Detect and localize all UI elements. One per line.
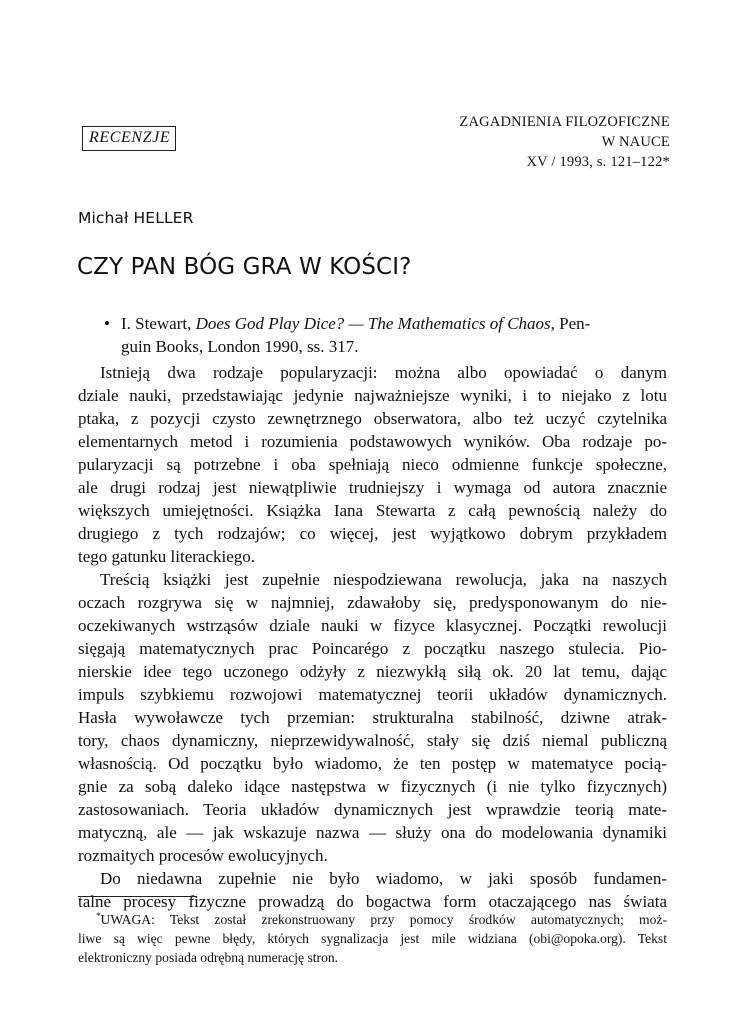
footnote-rule — [78, 896, 196, 897]
text-line: własnością. Od początku było wiadomo, że ten postęp w matematyce pocią- — [78, 754, 667, 773]
text-line: elementarnych metod i rozumienia podstawowych wyników. Oba rodzaje po- — [78, 432, 667, 451]
footnote-line — [78, 907, 667, 929]
text-line: dziale nauki, przedstawiając jedynie najważniejsze wyniki, i to niejako z lotu — [78, 386, 667, 405]
text-line: Hasła wywoławcze tych przemian: strukturalna stabilność, dziwne atrak- — [78, 708, 667, 727]
text-line: impuls szybkiemu rozwojowi matematycznej teorii układów dynamicznych. — [78, 685, 667, 704]
bibliography-entry — [104, 312, 666, 358]
text-line: rozmaitych procesów ewolucyjnych. — [78, 846, 328, 865]
text-line: oczekiwanych wstrząsów dziale nauki w fizyce klasycznej. Początki rewolucji — [78, 616, 667, 635]
footnote-line: liwe są więc pewne błędy, których sygnalizacja jest mile widziana (obi@opoka.org). Tekst — [78, 931, 667, 946]
text-line: tego gatunku literackiego. — [78, 547, 256, 566]
text-line: drugiego z tych rodzajów; co więcej, jest wyjątkowo dobrym przykładem — [78, 524, 667, 543]
text-line: nierskie idee tego uczonego odżyły z niezwykłą siłą ok. 20 lat temu, dając — [78, 662, 667, 681]
footnote-line: elektroniczny posiada odrębną numerację stron. — [78, 950, 339, 965]
text-line: pularyzacji są potrzebne i oba spełniają nieco odmienne funkcje społeczne, — [78, 455, 667, 474]
bib-book-title: Does God Play Dice? — The Mathematics of Chaos — [195, 314, 551, 333]
footnote-text: UWAGA: Tekst został zrekonstruowany przy pomocy środków automatycznych; moż- — [100, 912, 667, 927]
bib-author: I. Stewart, — [121, 314, 196, 333]
text-line: Istnieją dwa rodzaje popularyzacji: można albo opowiadać o danym — [100, 363, 667, 382]
article-author: Michał HELLER — [78, 209, 194, 227]
paragraph-1 — [78, 361, 667, 568]
footnote — [78, 907, 667, 967]
article-title: CZY PAN BÓG GRA W KOŚCI? — [77, 254, 412, 280]
article-body — [78, 361, 667, 913]
section-label: RECENZJE — [82, 126, 176, 151]
text-line: większych umiejętności. Książka Iana Stewarta z całą pewnością należy do — [78, 501, 667, 520]
text-line: zastosowaniach. Teoria układów dynamicznych jest wprawdzie teorią mate- — [78, 800, 667, 819]
bullet-icon: • — [104, 314, 110, 333]
journal-name: ZAGADNIENIA FILOZOFICZNE — [459, 114, 670, 130]
text-line: matyczną, ale — jak wskazuje nazwa — służy ona do modelowania dynamiki — [78, 823, 667, 842]
bib-publisher-part1: , Pen- — [550, 314, 591, 333]
text-line: tory, chaos dynamiczny, nieprzewidywalność, stały się dziś niemal publiczną — [78, 731, 667, 750]
footnote-mark: * — [96, 911, 101, 921]
journal-subtitle: W NAUCE — [601, 134, 670, 150]
text-line: oczach rozgrywa się w najmniej, zdawałoby się, predysponowanym do nie- — [78, 593, 667, 612]
bib-publisher-part2: guin Books, London 1990, ss. 317. — [121, 337, 359, 356]
journal-issue: XV / 1993, s. 121–122* — [526, 154, 670, 170]
bibliography-text — [121, 312, 666, 358]
text-line: Treścią książki jest zupełnie niespodziewana rewolucja, jaka na naszych — [100, 570, 667, 589]
paragraph-2 — [78, 568, 667, 867]
text-line: ptaka, z pozycji czysto zewnętrznego obserwatora, albo też uczyć czytelnika — [78, 409, 667, 428]
text-line: gnie za sobą daleko idące następstwa w fizycznych (i nie tylko fizycznych) — [78, 777, 667, 796]
journal-header — [459, 112, 670, 172]
text-line: Do niedawna zupełnie nie było wiadomo, w jaki sposób fundamen- — [100, 869, 667, 888]
text-line: ale drugi rodzaj jest niewątpliwie trudniejszy i wymaga od autora znacznie — [78, 478, 667, 497]
text-line: talne procesy fizyczne prowadzą do bogactwa form otaczającego nas świata — [78, 892, 667, 911]
text-line: sięgają matematycznych prac Poincarégo z początku naszego stulecia. Pio- — [78, 639, 667, 658]
